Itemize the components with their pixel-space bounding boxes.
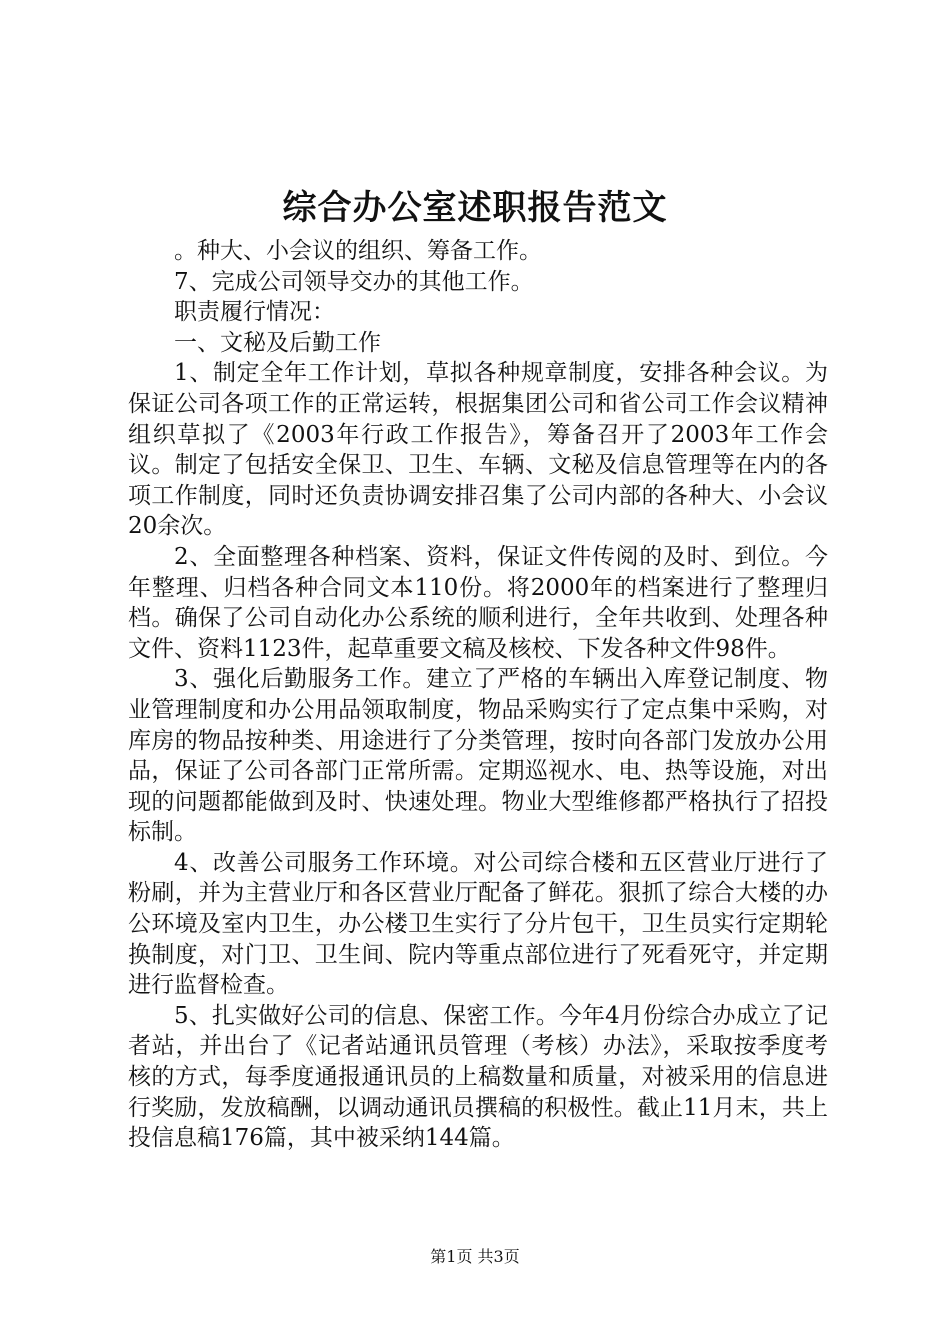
paragraph: 5、扎实做好公司的信息、保密工作。今年4月份综合办成立了记者站，并出台了《记者站通讯员管理（考核）办法》，采取按季度考核的方式，每季度通报通讯员的上稿数量和质量，对被采用的信息进行奖励，发放稿酬，以调动通讯员撰稿的积极性。截止11月末，共上投信息稿176篇，其中被采纳144篇。 (128, 1002, 828, 1152)
paragraph: 3、强化后勤服务工作。建立了严格的车辆出入库登记制度、物业管理制度和办公用品领取制度，物品采购实行了定点集中采购，对库房的物品按种类、用途进行了分类管理，按时向各部门发放办公用品，保证了公司各部门正常所需。定期巡视水、电、热等设施，对出现的问题都能做到及时、快速处理。物业大型维修都严格执行了招投标制。 (128, 666, 828, 846)
paragraph: 职责履行情况： (174, 299, 335, 326)
paragraph: 。种大、小会议的组织、筹备工作。 (174, 238, 542, 264)
document-title: 综合办公室述职报告范文 (282, 188, 668, 228)
page-footer: 第1页 共3页 (430, 1247, 520, 1266)
paragraph: 7、完成公司领导交办的其他工作。 (174, 268, 534, 295)
document-body (128, 236, 828, 1154)
section-heading: 一、文秘及后勤工作 (174, 329, 381, 356)
paragraph: 1、制定全年工作计划，草拟各种规章制度，安排各种会议。为保证公司各项工作的正常运转，根据集团公司和省公司工作会议精神组织草拟了《2003年行政工作报告》，筹备召开了2003年工作会议。制定了包括安全保卫、卫生、车辆、文秘及信息管理等在内的各项工作制度，同时还负责协调安排召集了公司内部的各种大、小会议20余次。 (128, 360, 828, 540)
paragraph: 4、改善公司服务工作环境。对公司综合楼和五区营业厅进行了粉刷，并为主营业厅和各区营业厅配备了鲜花。狠抓了综合大楼的办公环境及室内卫生，办公楼卫生实行了分片包干，卫生员实行定期轮换制度，对门卫、卫生间、院内等重点部位进行了死看死守，并定期进行监督检查。 (128, 849, 828, 999)
paragraph: 2、全面整理各种档案、资料，保证文件传阅的及时、到位。今年整理、归档各种合同文本110份。将2000年的档案进行了整理归档。确保了公司自动化办公系统的顺利进行，全年共收到、处理各种文件、资料1123件，起草重要文稿及核校、下发各种文件98件。 (128, 543, 828, 662)
